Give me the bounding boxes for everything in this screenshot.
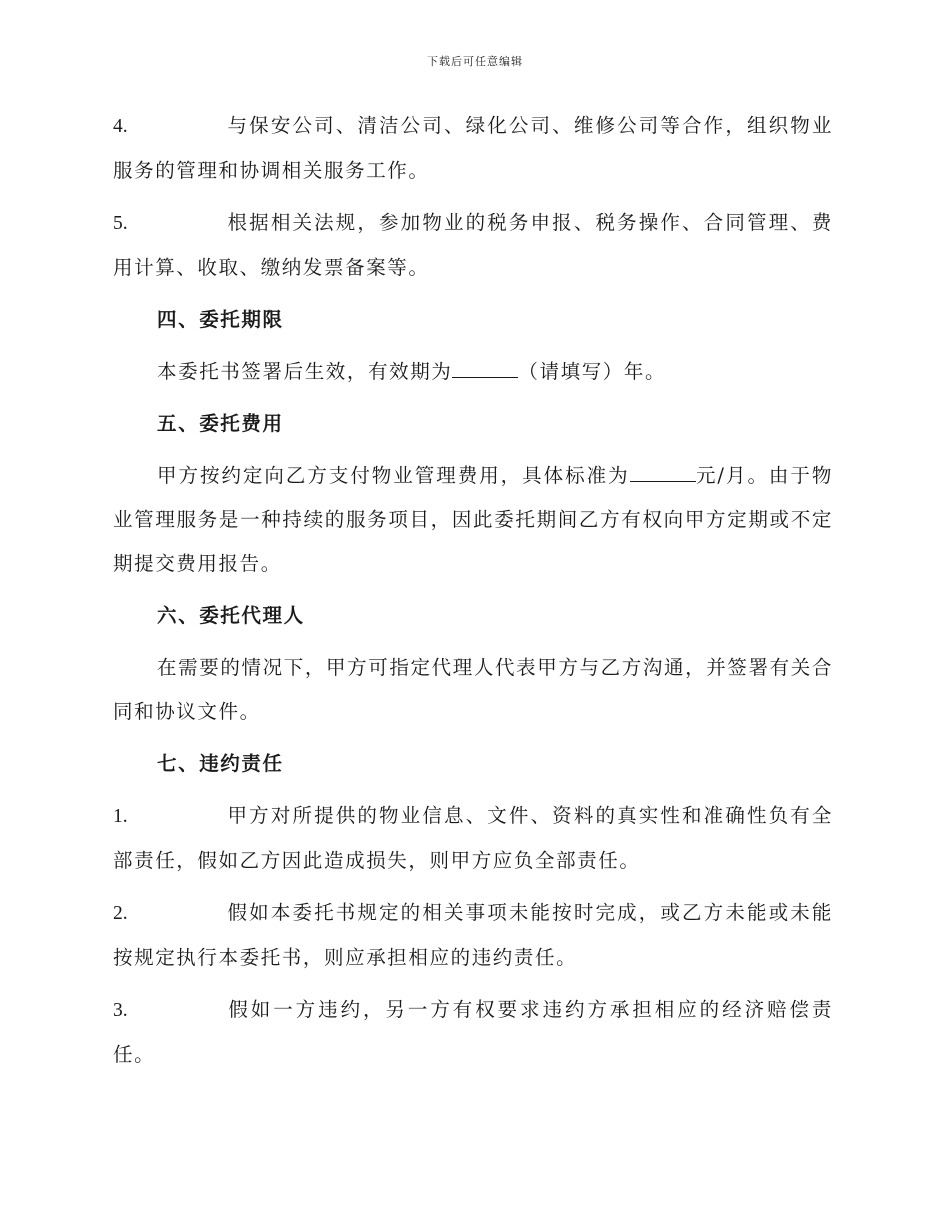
- term-text-before: 本委托书签署后生效，有效期为: [157, 360, 453, 383]
- list-item-number: 5.: [113, 213, 128, 234]
- fee-blank-field: [630, 463, 696, 482]
- agent-paragraph: 在需要的情况下，甲方可指定代理人代表甲方与乙方沟通，并签署有关合同和协议文件。: [113, 656, 833, 723]
- section-heading-agent: 六、委托代理人: [157, 604, 305, 627]
- list-item-number: 4.: [113, 116, 128, 137]
- list-item: [113, 201, 833, 290]
- term-paragraph: [113, 350, 833, 394]
- list-item-text: 甲方对所提供的物业信息、文件、资料的真实性和准确性负有全部责任，假如乙方因此造成损失，则甲方应负全部责任。: [113, 804, 833, 872]
- list-item-text: 与保安公司、清洁公司、绿化公司、维修公司等合作，组织物业服务的管理和协调相关服务工作。: [113, 114, 833, 182]
- list-item-text: 假如一方违约，另一方有权要求违约方承担相应的经济赔偿责任。: [113, 998, 833, 1066]
- list-item: [113, 988, 833, 1077]
- list-item: [113, 104, 833, 193]
- document-body: [113, 104, 833, 1085]
- list-item-number: 3.: [113, 1000, 128, 1021]
- list-item-text: 假如本委托书规定的相关事项未能按时完成，或乙方未能或未能按规定执行本委托书，则应承担相应的违约责任。: [113, 901, 833, 969]
- section-heading-term: 四、委托期限: [157, 308, 284, 331]
- list-item: [113, 794, 833, 883]
- page-header: 下载后可任意编辑: [427, 55, 523, 68]
- list-item-text: 根据相关法规，参加物业的税务申报、税务操作、合同管理、费用计算、收取、缴纳发票备案等。: [113, 211, 833, 279]
- fee-text-before: 甲方按约定向乙方支付物业管理费用，具体标准为: [157, 464, 630, 487]
- list-item-number: 1.: [113, 806, 128, 827]
- list-item-number: 2.: [113, 903, 128, 924]
- list-item: [113, 891, 833, 980]
- term-text-after: （请填写）年。: [518, 360, 667, 383]
- section-heading-fee: 五、委托费用: [157, 412, 284, 435]
- term-blank-field: [452, 359, 518, 378]
- fee-text-after: 元/月。由于物业管理服务是一种持续的服务项目，因此委托期间乙方有权向甲方定期或不定期提交费用报告。: [113, 464, 833, 575]
- section-heading-breach: 七、违约责任: [157, 752, 284, 775]
- fee-paragraph: [113, 454, 833, 586]
